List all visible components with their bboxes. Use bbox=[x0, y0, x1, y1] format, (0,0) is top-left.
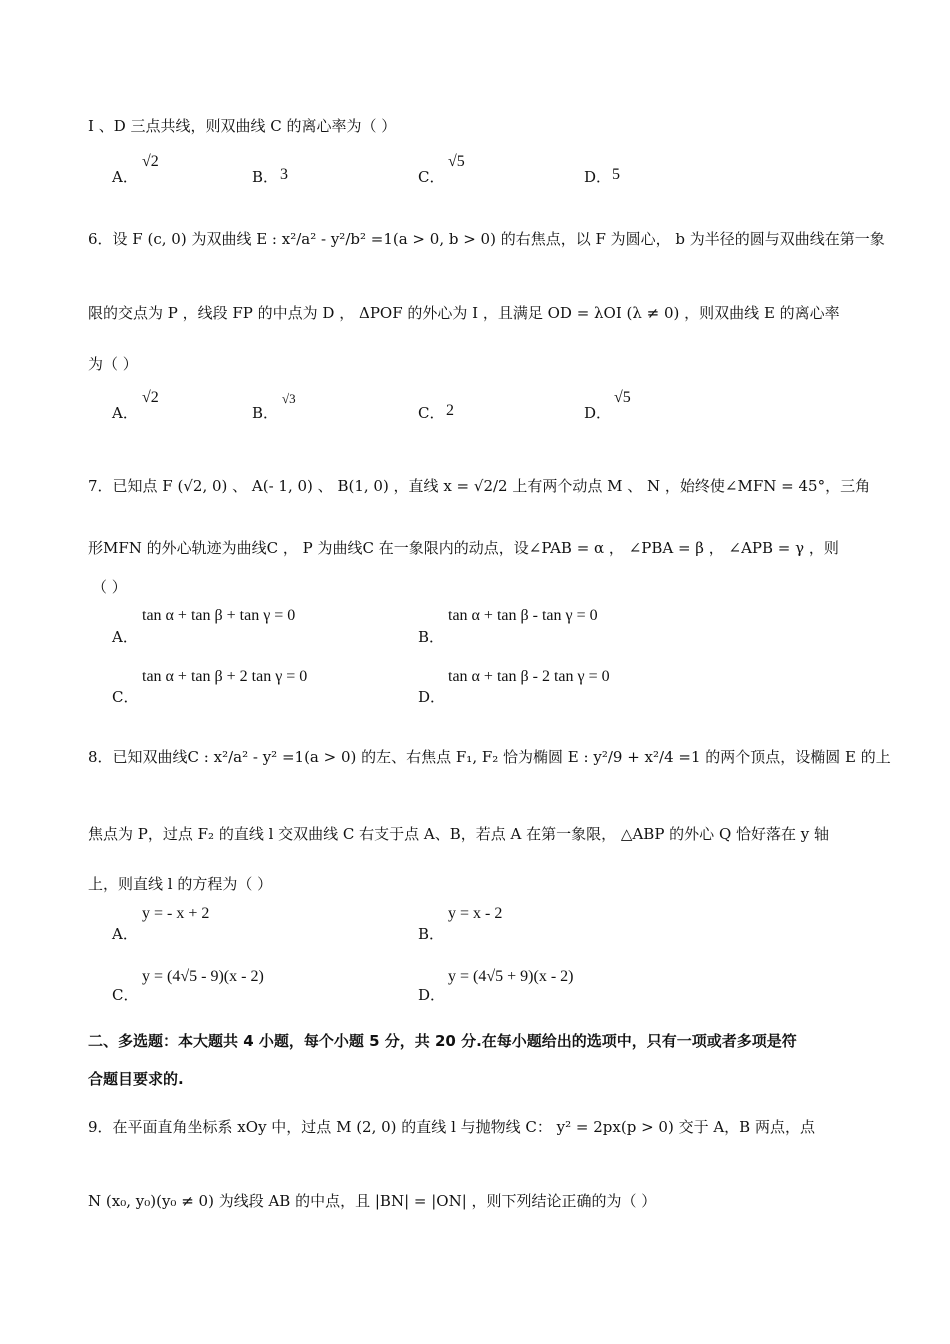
section2-heading-cont: 合题目要求的. bbox=[88, 1070, 184, 1088]
q6-line3: 为（ ） bbox=[88, 355, 138, 373]
q7-option-a-value: tan α + tan β + tan γ = 0 bbox=[142, 607, 296, 624]
q8-option-c-label: C． bbox=[112, 986, 139, 1004]
q7-option-a-label: A． bbox=[112, 628, 138, 646]
q6-option-b-label: B． bbox=[252, 404, 279, 422]
q5-option-b-value: 3 bbox=[280, 166, 288, 183]
section2-heading: 二、多选题：本大题共 4 小题，每个小题 5 分，共 20 分.在每小题给出的选项中，只有一项或者多项是符 bbox=[88, 1032, 797, 1050]
q8-option-b-value: y = x - 2 bbox=[448, 905, 503, 922]
q7-option-d-label: D． bbox=[418, 688, 446, 706]
q9-line1: 9．在平面直角坐标系 xOy 中，过点 M (2, 0) 的直线 l 与抛物线 C： y² = 2px(p > 0) 交于 A，B 两点，点 bbox=[88, 1118, 815, 1136]
q8-option-d-label: D． bbox=[418, 986, 446, 1004]
q8-line2: 焦点为 P，过点 F₂ 的直线 l 交双曲线 C 右支于点 A、B，若点 A 在第一象限， △ABP 的外心 Q 恰好落在 y 轴 bbox=[88, 825, 830, 843]
q6-option-a-label: A． bbox=[112, 404, 138, 422]
q6-line1: 6．设 F (c, 0) 为双曲线 E : x²/a² - y²/b² =1(a > 0, b > 0) 的右焦点，以 F 为圆心， b 为半径的圆与双曲线在第一象 bbox=[88, 230, 885, 248]
q5-option-c-label: C． bbox=[418, 168, 445, 186]
q8-option-a-label: A． bbox=[112, 925, 138, 943]
q6-option-d-label: D． bbox=[584, 404, 612, 422]
q8-line3: 上，则直线 l 的方程为（ ） bbox=[88, 875, 273, 893]
q6-option-a-value: √2 bbox=[142, 389, 159, 406]
q5-option-a-value: √2 bbox=[142, 153, 159, 170]
q8-line1: 8．已知双曲线C : x²/a² - y² =1(a > 0) 的左、右焦点 F₁, F₂ 恰为椭圆 E : y²/9 + x²/4 =1 的两个顶点，设椭圆 E 的上 bbox=[88, 748, 891, 766]
q5-option-a-label: A． bbox=[112, 168, 138, 186]
q6-option-b-value: √3 bbox=[282, 391, 296, 406]
q5-tail: I 、D 三点共线，则双曲线 C 的离心率为（ ） bbox=[88, 117, 397, 135]
q6-line2: 限的交点为 P ，线段 FP 的中点为 D ， ΔPOF 的外心为 I ，且满足 OD = λOI (λ ≠ 0) ，则双曲线 E 的离心率 bbox=[88, 304, 840, 322]
q6-option-c-value: 2 bbox=[446, 402, 454, 419]
q8-option-a-value: y = - x + 2 bbox=[142, 905, 210, 922]
q7-option-b-value: tan α + tan β - tan γ = 0 bbox=[448, 607, 598, 624]
q5-option-b-label: B． bbox=[252, 168, 279, 186]
q7-line1: 7．已知点 F (√2, 0) 、 A(- 1, 0) 、 B(1, 0) ，直线 x = √2/2 上有两个动点 M 、 N ，始终使∠MFN = 45°，三角 bbox=[88, 477, 871, 495]
q6-option-c-label: C． bbox=[418, 404, 445, 422]
q7-option-c-value: tan α + tan β + 2 tan γ = 0 bbox=[142, 668, 308, 685]
q5-option-d-label: D． bbox=[584, 168, 612, 186]
q8-option-d-value: y = (4√5 + 9)(x - 2) bbox=[448, 968, 574, 985]
q9-line2: N (x₀, y₀)(y₀ ≠ 0) 为线段 AB 的中点，且 |BN| = |ON| ，则下列结论正确的为（ ） bbox=[88, 1192, 657, 1210]
q7-option-b-label: B． bbox=[418, 628, 445, 646]
q7-line2: 形MFN 的外心轨迹为曲线C ， P 为曲线C 在一象限内的动点，设∠PAB = α ， ∠PBA = β ， ∠APB = γ ，则 bbox=[88, 539, 839, 557]
q5-option-d-value: 5 bbox=[612, 166, 620, 183]
q7-line3: （ ） bbox=[92, 578, 127, 596]
q6-option-d-value: √5 bbox=[614, 389, 631, 406]
q7-option-d-value: tan α + tan β - 2 tan γ = 0 bbox=[448, 668, 610, 685]
q8-option-c-value: y = (4√5 - 9)(x - 2) bbox=[142, 968, 264, 985]
q5-option-c-value: √5 bbox=[448, 153, 465, 170]
q7-option-c-label: C． bbox=[112, 688, 139, 706]
q8-option-b-label: B． bbox=[418, 925, 445, 943]
